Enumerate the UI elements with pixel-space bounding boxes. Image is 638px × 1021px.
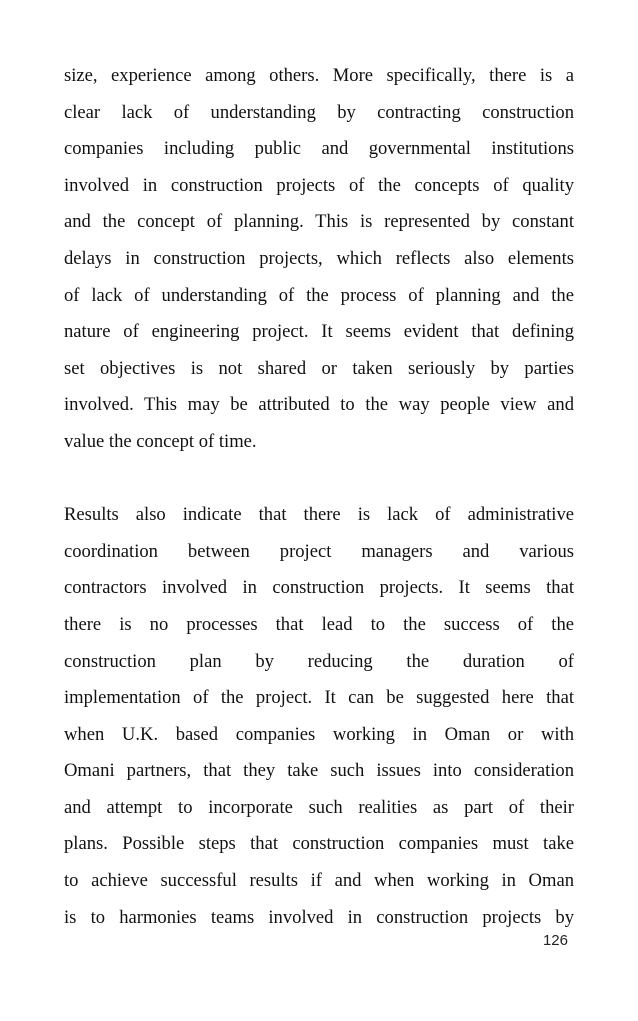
page-number: 126 — [542, 932, 568, 949]
text-line: when U.K. based companies working in Oman or with — [64, 723, 574, 745]
text-line: involved in construction projects of the concepts of quality — [64, 174, 574, 196]
paragraph-1 — [64, 58, 574, 461]
text-line-last: value the concept of time. — [64, 430, 257, 452]
text-line: implementation of the project. It can be suggested here that — [64, 687, 574, 709]
text-line: and the concept of planning. This is represented by constant — [64, 211, 574, 233]
body-text — [64, 58, 574, 936]
text-line: there is no processes that lead to the success of the — [64, 613, 574, 635]
text-line: construction plan by reducing the duration of — [64, 650, 574, 672]
text-line: clear lack of understanding by contracting construction — [64, 101, 574, 123]
text-line: to achieve successful results if and when working in Oman — [64, 870, 574, 892]
text-line: involved. This may be attributed to the way people view and — [64, 394, 574, 416]
text-line: delays in construction projects, which reflects also elements — [64, 247, 574, 269]
text-line: plans. Possible steps that construction companies must take — [64, 833, 574, 855]
paragraph-gap — [64, 461, 574, 498]
text-line: Results also indicate that there is lack of administrative — [64, 504, 574, 526]
text-line: Omani partners, that they take such issues into consideration — [64, 760, 574, 782]
text-line: set objectives is not shared or taken seriously by parties — [64, 357, 574, 379]
text-line: contractors involved in construction projects. It seems that — [64, 577, 574, 599]
text-line: companies including public and governmental institutions — [64, 138, 574, 160]
text-line: of lack of understanding of the process of planning and the — [64, 284, 574, 306]
text-line: nature of engineering project. It seems evident that defining — [64, 321, 574, 343]
text-line: and attempt to incorporate such realities as part of their — [64, 796, 574, 818]
text-line: size, experience among others. More specifically, there is a — [64, 65, 574, 86]
text-line: is to harmonies teams involved in construction projects by — [64, 906, 574, 928]
text-line: coordination between project managers and various — [64, 540, 574, 562]
paragraph-2 — [64, 497, 574, 936]
